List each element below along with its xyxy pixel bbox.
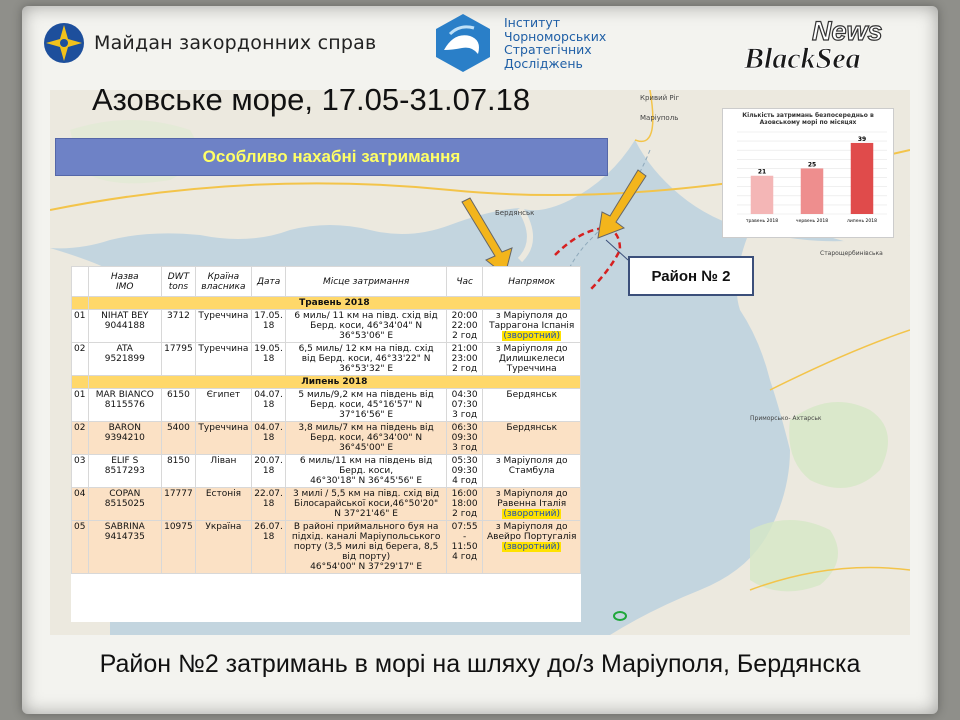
table-row bbox=[72, 343, 581, 376]
cell-place: 6,5 миль/ 12 км на півд. схід від Берд. коси, 46°33'22" N 36°53'32" E bbox=[286, 343, 447, 376]
cell-time: 21:00 23:00 2 год bbox=[446, 343, 483, 376]
cell-direction bbox=[483, 310, 581, 343]
cell-number: 05 bbox=[72, 521, 89, 574]
cell-direction: Бердянськ bbox=[483, 422, 581, 455]
cell-country: Туреччина bbox=[196, 310, 252, 343]
table-row bbox=[72, 488, 581, 521]
cell-country: Туреччина bbox=[196, 343, 252, 376]
cell-place: 6 миль/11 км на південь від Берд. коси, 46°30'18" N 36°45'56" E bbox=[286, 455, 447, 488]
slide-caption: Район №2 затримань в морі на шляху до/з Маріуполя, Бердянска bbox=[99, 650, 861, 678]
cell-number: 02 bbox=[72, 422, 89, 455]
cell-country: Естонія bbox=[196, 488, 252, 521]
detentions-chart bbox=[722, 108, 894, 238]
table-row bbox=[72, 422, 581, 455]
cell-place: В районі приймального буя на підхід. каналі Маріупольського порту (3,5 милі від берега, 8,5 від порту) 46°54'00" N 37°29'17" E bbox=[286, 521, 447, 574]
chart-category-label: червень 2018 bbox=[795, 219, 829, 224]
chart-bar bbox=[801, 168, 824, 214]
rayon-label: Район № 2 bbox=[628, 256, 754, 296]
cell-dwt: 17795 bbox=[161, 343, 195, 376]
cell-vessel: SABRINA 9414735 bbox=[88, 521, 161, 574]
cell-place: 6 миль/ 11 км на півд. схід від Берд. коси, 46°34'04" N 36°53'06" E bbox=[286, 310, 447, 343]
header-col-name-imo: Назва IMO bbox=[88, 267, 161, 297]
cell-time: 16:00 18:00 2 год bbox=[446, 488, 483, 521]
slide-title: Азовське море, 17.05-31.07.18 bbox=[92, 82, 531, 117]
chart-bar bbox=[751, 176, 774, 214]
cell-number: 01 bbox=[72, 389, 89, 422]
table-row bbox=[72, 521, 581, 574]
cell-direction: з Маріуполя до Дилишкелеси Туреччина bbox=[483, 343, 581, 376]
cell-time: 07:55 - 11:50 4 год bbox=[446, 521, 483, 574]
table-body bbox=[72, 297, 581, 574]
mfa-logo bbox=[42, 20, 376, 66]
map-label-starotytarivska: Старощербинівська bbox=[820, 250, 883, 257]
map-label-kryvyi-rih: Кривий Ріг bbox=[640, 94, 680, 102]
reverse-badge: (зворотний) bbox=[503, 509, 561, 519]
cell-date: 04.07. 18 bbox=[251, 422, 286, 455]
header-col-dwt: DWT tons bbox=[161, 267, 195, 297]
month-row bbox=[72, 376, 581, 389]
reverse-badge: (зворотний) bbox=[503, 542, 561, 552]
cell-vessel: MAR BIANCO 8115576 bbox=[88, 389, 161, 422]
cell-dwt: 6150 bbox=[161, 389, 195, 422]
reverse-badge: (зворотний) bbox=[503, 331, 561, 341]
header-col-number bbox=[72, 267, 89, 297]
map-label-primorsko: Приморсько- Ахтарськ bbox=[750, 415, 822, 422]
table-row bbox=[72, 310, 581, 343]
cell-country: Україна bbox=[196, 521, 252, 574]
detentions-table bbox=[71, 266, 581, 622]
chart-bar bbox=[851, 143, 874, 214]
chart-title: Кількість затримань безпосередньо в Азовському морі по місяцях bbox=[742, 112, 874, 126]
news-brand-top: News bbox=[812, 16, 883, 46]
cell-vessel: BARON 9394210 bbox=[88, 422, 161, 455]
cell-vessel: NIHAT BEY 9044188 bbox=[88, 310, 161, 343]
month-label: Травень 2018 bbox=[88, 297, 580, 310]
cell-time: 06:30 09:30 3 год bbox=[446, 422, 483, 455]
institute-line-2: Чорноморських bbox=[504, 28, 607, 44]
chart-data-label: 25 bbox=[807, 161, 817, 169]
blacksea-news-logo bbox=[742, 12, 904, 74]
cell-country: Ліван bbox=[196, 455, 252, 488]
map-label-berdyansk: Бердянськ bbox=[495, 209, 535, 217]
header-col-time: Час bbox=[446, 267, 483, 297]
cell-number: 01 bbox=[72, 310, 89, 343]
cell-vessel: ELIF S 8517293 bbox=[88, 455, 161, 488]
header-col-date: Дата bbox=[251, 267, 286, 297]
cell-dwt: 3712 bbox=[161, 310, 195, 343]
cell-date: 26.07. 18 bbox=[251, 521, 286, 574]
institute-wave-icon bbox=[432, 12, 494, 74]
header-col-place: Місце затримання bbox=[286, 267, 447, 297]
cell-vessel: ATA 9521899 bbox=[88, 343, 161, 376]
chart-plot bbox=[723, 126, 893, 230]
cell-place: 3,8 миль/7 км на південь від Берд. коси, 46°34'00" N 36°45'00" E bbox=[286, 422, 447, 455]
chart-data-label: 21 bbox=[757, 168, 767, 176]
institute-logo bbox=[432, 12, 606, 74]
header-col-direction: Напрямок bbox=[483, 267, 581, 297]
cell-direction bbox=[483, 521, 581, 574]
month-row bbox=[72, 297, 581, 310]
cell-dwt: 10975 bbox=[161, 521, 195, 574]
cell-time: 05:30 09:30 4 год bbox=[446, 455, 483, 488]
month-label: Липень 2018 bbox=[88, 376, 580, 389]
cell-place: 5 миль/9,2 км на південь від Берд. коси, 45°16'57" N 37°16'56" E bbox=[286, 389, 447, 422]
cell-direction: з Маріуполя до Стамбула bbox=[483, 455, 581, 488]
chart-category-label: травень 2018 bbox=[745, 219, 779, 224]
institute-line-4: Досліджень bbox=[504, 55, 583, 71]
cell-vessel: COPAN 8515025 bbox=[88, 488, 161, 521]
news-brand-bottom: BlackSea bbox=[744, 42, 861, 74]
cell-dwt: 8150 bbox=[161, 455, 195, 488]
institute-line-3: Стратегічних bbox=[504, 42, 592, 57]
table-header-row bbox=[72, 267, 581, 297]
direction-text: з Маріуполя до Авейро Португалія bbox=[487, 522, 577, 542]
chart-category-label: липень 2018 bbox=[847, 219, 877, 224]
direction-text: з Маріуполя до Таррагона Іспанія bbox=[489, 311, 575, 331]
chart-data-label: 39 bbox=[857, 135, 867, 143]
cell-number: 03 bbox=[72, 455, 89, 488]
cell-number: 02 bbox=[72, 343, 89, 376]
table-row bbox=[72, 389, 581, 422]
cell-direction: Бердянськ bbox=[483, 389, 581, 422]
direction-text: з Маріуполя до Равенна Італія bbox=[495, 489, 568, 509]
cell-date: 17.05. 18 bbox=[251, 310, 286, 343]
month-row-spacer bbox=[72, 297, 89, 310]
mfa-name: Майдан закордонних справ bbox=[94, 32, 377, 54]
cell-place: 3 милі / 5,5 км на півд. схід від Білосарайської коси,46°50'20" N 37°21'46" E bbox=[286, 488, 447, 521]
cell-country: Туреччина bbox=[196, 422, 252, 455]
map-label-mariupol: Маріуполь bbox=[640, 114, 679, 122]
institute-line-1: Інститут bbox=[504, 15, 561, 30]
cell-date: 20.07. 18 bbox=[251, 455, 286, 488]
cell-date: 04.07. 18 bbox=[251, 389, 286, 422]
cell-date: 22.07. 18 bbox=[251, 488, 286, 521]
cell-time: 20:00 22:00 2 год bbox=[446, 310, 483, 343]
table-row bbox=[72, 455, 581, 488]
highlight-banner: Особливо нахабні затримання bbox=[55, 138, 608, 176]
cell-date: 19.05. 18 bbox=[251, 343, 286, 376]
cell-dwt: 5400 bbox=[161, 422, 195, 455]
cell-number: 04 bbox=[72, 488, 89, 521]
cell-direction bbox=[483, 488, 581, 521]
cell-dwt: 17777 bbox=[161, 488, 195, 521]
month-row-spacer bbox=[72, 376, 89, 389]
header-col-country: Країна власника bbox=[196, 267, 252, 297]
cell-time: 04:30 07:30 3 год bbox=[446, 389, 483, 422]
cell-country: Єгипет bbox=[196, 389, 252, 422]
mfa-star-icon bbox=[42, 21, 86, 65]
